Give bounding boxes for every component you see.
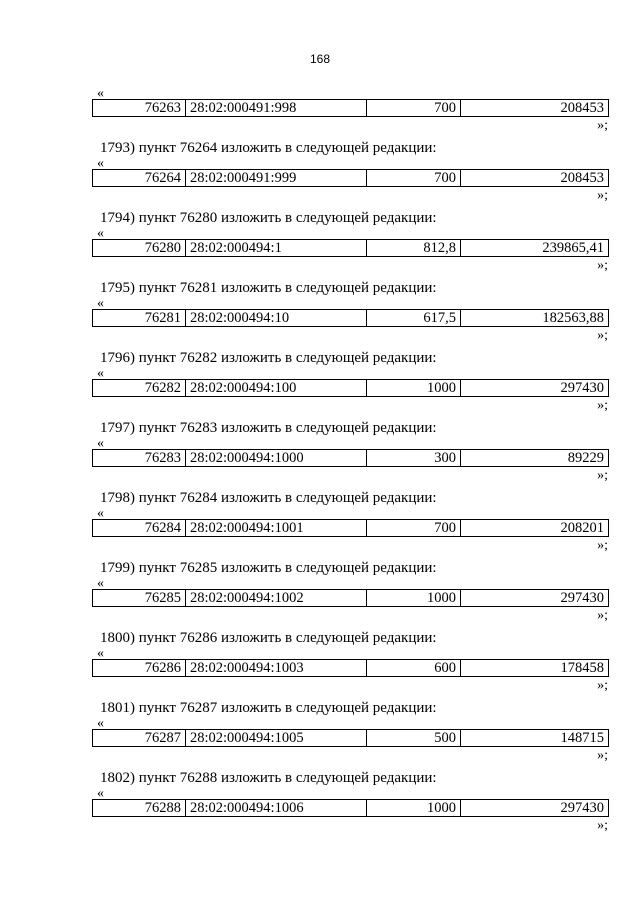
table-row — [92, 99, 609, 117]
item-number-cell: 76264 — [144, 170, 181, 186]
table-row — [92, 449, 609, 467]
document-body — [0, 80, 640, 850]
item-number-cell: 76281 — [144, 310, 181, 326]
closing-quote: »; — [597, 678, 608, 693]
closing-quote: »; — [597, 118, 608, 133]
closing-quote: »; — [597, 538, 608, 553]
amendment-heading: 1797) пункт 76283 изложить в следующей редакции: — [100, 420, 437, 436]
table-row — [92, 169, 609, 187]
value-cell: 148715 — [460, 730, 608, 746]
opening-quote: « — [97, 436, 104, 451]
value-cell: 297430 — [460, 380, 608, 396]
opening-quote: « — [97, 86, 104, 101]
amendment-heading: 1798) пункт 76284 изложить в следующей редакции: — [100, 490, 437, 506]
table-row — [92, 799, 609, 817]
value-cell: 297430 — [460, 800, 608, 816]
value-cell: 178458 — [460, 660, 608, 676]
opening-quote: « — [97, 296, 104, 311]
table-row — [92, 239, 609, 257]
table-row — [92, 589, 609, 607]
closing-quote: »; — [597, 258, 608, 273]
area-cell: 812,8 — [366, 240, 460, 256]
area-cell: 500 — [366, 730, 460, 746]
opening-quote: « — [97, 576, 104, 591]
opening-quote: « — [97, 786, 104, 801]
value-cell: 89229 — [460, 450, 608, 466]
item-number-cell: 76280 — [144, 240, 181, 256]
value-cell: 208201 — [460, 520, 608, 536]
amendment-heading: 1794) пункт 76280 изложить в следующей редакции: — [100, 210, 437, 226]
table-row — [92, 309, 609, 327]
cadastral-number-cell: 28:02:000491:998 — [185, 100, 366, 116]
opening-quote: « — [97, 156, 104, 171]
value-cell: 239865,41 — [460, 240, 608, 256]
value-cell: 297430 — [460, 590, 608, 606]
amendment-heading: 1800) пункт 76286 изложить в следующей редакции: — [100, 630, 437, 646]
item-number-cell: 76285 — [144, 590, 181, 606]
cadastral-number-cell: 28:02:000494:1 — [185, 240, 366, 256]
opening-quote: « — [97, 716, 104, 731]
item-number-cell: 76284 — [144, 520, 181, 536]
area-cell: 700 — [366, 520, 460, 536]
table-row — [92, 519, 609, 537]
amendment-block — [0, 770, 640, 850]
item-number-cell: 76288 — [144, 800, 181, 816]
cadastral-number-cell: 28:02:000494:1005 — [185, 730, 366, 746]
cadastral-number-cell: 28:02:000491:999 — [185, 170, 366, 186]
closing-quote: »; — [597, 188, 608, 203]
closing-quote: »; — [597, 468, 608, 483]
cadastral-number-cell: 28:02:000494:10 — [185, 310, 366, 326]
area-cell: 1000 — [366, 590, 460, 606]
closing-quote: »; — [597, 608, 608, 623]
closing-quote: »; — [597, 748, 608, 763]
table-row — [92, 379, 609, 397]
opening-quote: « — [97, 226, 104, 241]
area-cell: 1000 — [366, 800, 460, 816]
item-number-cell: 76287 — [144, 730, 181, 746]
item-number-cell: 76282 — [144, 380, 181, 396]
area-cell: 617,5 — [366, 310, 460, 326]
cadastral-number-cell: 28:02:000494:1000 — [185, 450, 366, 466]
opening-quote: « — [97, 646, 104, 661]
value-cell: 208453 — [460, 100, 608, 116]
item-number-cell: 76286 — [144, 660, 181, 676]
table-row — [92, 659, 609, 677]
area-cell: 600 — [366, 660, 460, 676]
cadastral-number-cell: 28:02:000494:1003 — [185, 660, 366, 676]
cadastral-number-cell: 28:02:000494:100 — [185, 380, 366, 396]
value-cell: 208453 — [460, 170, 608, 186]
closing-quote: »; — [597, 328, 608, 343]
opening-quote: « — [97, 506, 104, 521]
area-cell: 700 — [366, 100, 460, 116]
cadastral-number-cell: 28:02:000494:1002 — [185, 590, 366, 606]
amendment-heading: 1802) пункт 76288 изложить в следующей редакции: — [100, 770, 437, 786]
area-cell: 1000 — [366, 380, 460, 396]
amendment-heading: 1796) пункт 76282 изложить в следующей редакции: — [100, 350, 437, 366]
amendment-heading: 1799) пункт 76285 изложить в следующей редакции: — [100, 560, 437, 576]
table-row — [92, 729, 609, 747]
item-number-cell: 76263 — [144, 100, 181, 116]
closing-quote: »; — [597, 398, 608, 413]
amendment-heading: 1795) пункт 76281 изложить в следующей редакции: — [100, 280, 437, 296]
amendment-heading: 1801) пункт 76287 изложить в следующей редакции: — [100, 700, 437, 716]
cadastral-number-cell: 28:02:000494:1001 — [185, 520, 366, 536]
area-cell: 700 — [366, 170, 460, 186]
opening-quote: « — [97, 366, 104, 381]
amendment-heading: 1793) пункт 76264 изложить в следующей редакции: — [100, 140, 437, 156]
area-cell: 300 — [366, 450, 460, 466]
value-cell: 182563,88 — [460, 310, 608, 326]
item-number-cell: 76283 — [144, 450, 181, 466]
page-number: 168 — [309, 52, 331, 66]
cadastral-number-cell: 28:02:000494:1006 — [185, 800, 366, 816]
closing-quote: »; — [597, 818, 608, 833]
